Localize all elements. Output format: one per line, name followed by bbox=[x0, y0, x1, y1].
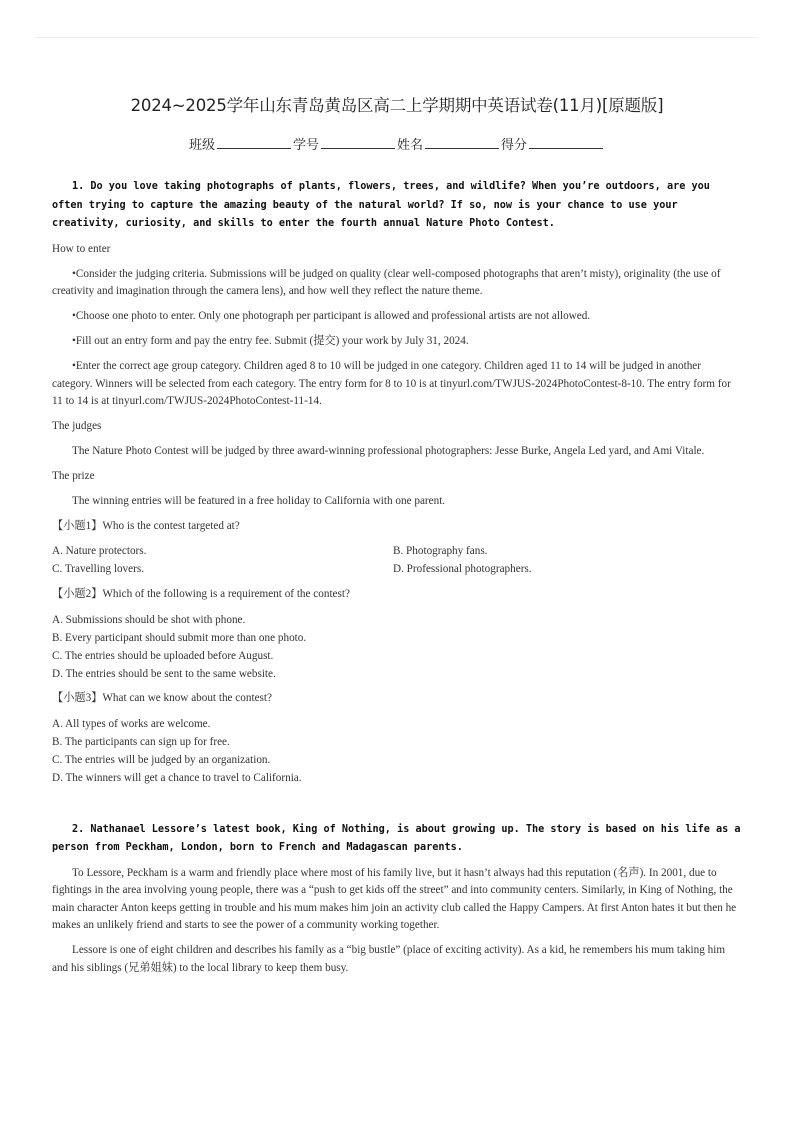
how-to-enter-heading: How to enter bbox=[52, 242, 111, 255]
option-a[interactable]: A. Submissions should be shot with phone. bbox=[52, 613, 246, 626]
option-c[interactable]: C. Travelling lovers. bbox=[52, 562, 144, 575]
option-a[interactable]: A. All types of works are welcome. bbox=[52, 718, 211, 730]
option-b[interactable]: B. The participants can sign up for free. bbox=[52, 736, 230, 748]
subquestion-2: 【小题2】Which of the following is a requirement of the contest? bbox=[52, 587, 350, 600]
question-1-intro: 1. Do you love taking photographs of plants, flowers, trees, and wildlife? When you’re outdoors, are you often trying to capture the amazing beauty of the natural world? If so, now is your chance to use your creativity, curiosity, and skills to enter the fourth annual Nature Photo Contest. bbox=[52, 181, 710, 229]
subquestion-1: 【小题1】Who is the contest targeted at? bbox=[52, 520, 240, 532]
bullet-item: •Enter the correct age group category. Children aged 8 to 10 will be judged in one category. Children aged 11 to 14 will be judged in another category. Winners will be selected from each category. The entry form for 8 to 10 is at tinyurl.com/TWJUS-2024PhotoContest-8-10. The entry form for 11 to 14 is at tinyurl.com/TWJUS-2024PhotoContest-11-14. bbox=[52, 360, 731, 407]
top-divider bbox=[36, 37, 758, 38]
subquestion-3-options bbox=[52, 715, 742, 787]
passage-paragraph: Lessore is one of eight children and describes his family as a “big bustle” (place of exciting activity). As a kid, he remembers his mum taking him and his siblings (兄弟姐妹) to the local library to keep them busy. bbox=[52, 944, 726, 974]
option-c[interactable]: C. The entries will be judged by an organization. bbox=[52, 754, 271, 766]
prize-heading: The prize bbox=[52, 470, 95, 482]
option-b[interactable]: B. Every participant should submit more than one photo. bbox=[52, 631, 307, 644]
section-gap bbox=[52, 795, 742, 821]
name-label: 姓名 bbox=[397, 138, 424, 153]
prize-text: The winning entries will be featured in a free holiday to California with one parent. bbox=[72, 495, 446, 507]
bullet-item: •Choose one photo to enter. Only one photograph per participant is allowed and professional artists are not allowed. bbox=[72, 310, 591, 322]
score-blank[interactable] bbox=[529, 136, 603, 149]
id-label: 学号 bbox=[292, 138, 319, 153]
judges-text: The Nature Photo Contest will be judged by three award-winning professional photographers: Jesse Burke, Angela Led yard, and Ami Vitale. bbox=[72, 445, 705, 457]
id-blank[interactable] bbox=[321, 136, 395, 149]
page-title: 2024~2025学年山东青岛黄岛区高二上学期期中英语试卷(11月)[原题版] bbox=[130, 96, 664, 115]
bullet-item: •Consider the judging criteria. Submissions will be judged on quality (clear well-composed photographs that aren’t misty), originality (the use of creativity and imagination through the camera lens), and how well they reflect the nature theme. bbox=[52, 267, 721, 297]
student-info-line bbox=[0, 134, 794, 153]
subquestion-2-options bbox=[52, 611, 742, 683]
subquestion-1-options bbox=[52, 543, 742, 578]
passage-paragraph: To Lessore, Peckham is a warm and friendly place where most of his family live, but it hasn’t always had this reputation (名声). In 2001, due to fightings in the area involving young people, there was a “push to get kids off the street” and into community centers. Similarly, in King of Nothing, the main character Anton keeps getting in trouble and his mum makes him join an activity club called the Happy Campers. At first Anton hates it but then he makes an unlikely friend and starts to see the power of a community working together. bbox=[52, 866, 737, 931]
option-b[interactable]: B. Photography fans. bbox=[393, 545, 488, 557]
question-2-intro: 2. Nathanael Lessore’s latest book, King of Nothing, is about growing up. The story is based on his life as a person from Peckham, London, born to French and Madagascan parents. bbox=[52, 823, 741, 853]
score-label: 得分 bbox=[501, 138, 528, 153]
class-label: 班级 bbox=[188, 138, 215, 153]
option-d[interactable]: D. Professional photographers. bbox=[393, 562, 532, 575]
bullet-item: •Fill out an entry form and pay the entry fee. Submit (提交) your work by July 31, 2024. bbox=[72, 335, 469, 347]
subquestion-3: 【小题3】What can we know about the contest? bbox=[52, 692, 272, 704]
name-blank[interactable] bbox=[425, 136, 499, 149]
judges-heading: The judges bbox=[52, 420, 102, 432]
option-a[interactable]: A. Nature protectors. bbox=[52, 545, 147, 557]
option-c[interactable]: C. The entries should be uploaded before August. bbox=[52, 649, 274, 662]
exam-content bbox=[52, 178, 742, 985]
class-blank[interactable] bbox=[217, 136, 291, 149]
option-d[interactable]: D. The winners will get a chance to travel to California. bbox=[52, 772, 302, 784]
option-d[interactable]: D. The entries should be sent to the same website. bbox=[52, 667, 276, 680]
